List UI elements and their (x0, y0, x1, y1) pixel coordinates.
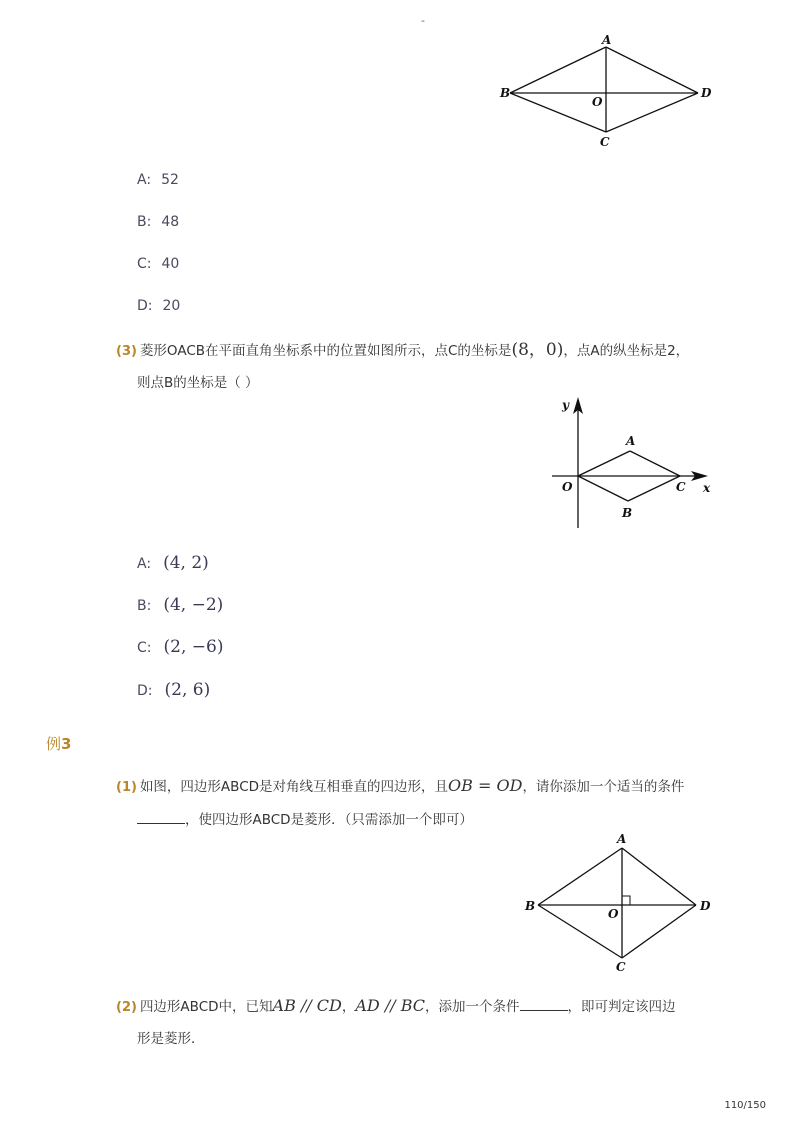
label-c: C (616, 960, 626, 974)
option-a[interactable]: A: (4, 2) (137, 553, 209, 573)
label-x: x (703, 481, 711, 495)
page-number: 110/150 (724, 1100, 766, 1111)
question-number: (2) (116, 1000, 137, 1015)
side-ac (630, 451, 680, 476)
label-b: B (525, 899, 536, 913)
example-question-2 (116, 996, 756, 1049)
question-3-line-1: (3) 菱形OACB在平面直角坐标系中的位置如图所示，点C的坐标是(8，0)，点A的纵坐标是2， (116, 340, 690, 360)
side-dc (622, 905, 696, 958)
label-o: O (608, 907, 619, 921)
top-mark: - (421, 14, 425, 27)
label-a: A (602, 34, 612, 47)
coordinate-rhombus-figure (546, 394, 716, 534)
example-question-1-line-2: ，使四边形ABCD是菱形．（只需添加一个即可） (137, 809, 756, 830)
parallel-math-2: AD // BC (355, 996, 426, 1015)
example-question-1 (116, 776, 756, 830)
label-y: y (562, 398, 569, 412)
example-question-1-line-1: (1) 如图，四边形ABCD是对角线互相垂直的四边形，且OB = OD，请你添加一个适当的条件 (116, 776, 685, 795)
question-3-line-2: 则点B的坐标是（ ） (137, 375, 259, 391)
label-a: A (626, 434, 636, 448)
side-bc (628, 476, 680, 501)
side-ad (606, 47, 698, 93)
option-c[interactable]: C: 40 (137, 256, 180, 272)
option-c[interactable]: C: (2, −6) (137, 637, 224, 657)
right-angle-mark (622, 896, 630, 905)
answer-blank[interactable] (137, 809, 185, 824)
label-o: O (562, 480, 573, 494)
label-b: B (622, 506, 633, 520)
label-a: A (617, 832, 627, 846)
side-ab (538, 848, 622, 905)
label-d: D (701, 86, 712, 100)
side-oa (578, 451, 630, 476)
option-a[interactable]: A: 52 (137, 172, 179, 188)
label-c: C (600, 135, 610, 149)
question-number: (1) (116, 780, 137, 795)
rhombus-figure-1 (496, 34, 718, 152)
option-d[interactable]: D: 20 (137, 298, 181, 314)
label-c: C (676, 480, 686, 494)
example-question-2-line-2: 形是菱形． (137, 1031, 205, 1047)
answer-blank[interactable] (520, 996, 568, 1011)
label-b: B (500, 86, 511, 100)
condition-math: OB = OD (448, 776, 523, 795)
example-question-2-line-1: (2) 四边形ABCD中，已知AB // CD，AD // BC，添加一个条件 ，即可判定该四边 (116, 996, 676, 1015)
question-number: (3) (116, 344, 137, 359)
rhombus-figure-2 (520, 828, 720, 976)
side-ab (510, 47, 606, 93)
side-ob (578, 476, 628, 501)
parallel-math-1: AB // CD (272, 996, 342, 1015)
side-ad (622, 848, 696, 905)
example-heading: 例3 (46, 735, 72, 753)
option-b[interactable]: B: 48 (137, 214, 180, 230)
coordinate-math: (8，0) (511, 340, 564, 360)
side-dc (606, 93, 698, 132)
question-3 (116, 340, 756, 393)
label-o: O (592, 95, 603, 109)
option-b[interactable]: B: (4, −2) (137, 595, 224, 615)
label-d: D (700, 899, 711, 913)
option-d[interactable]: D: (2, 6) (137, 680, 211, 700)
